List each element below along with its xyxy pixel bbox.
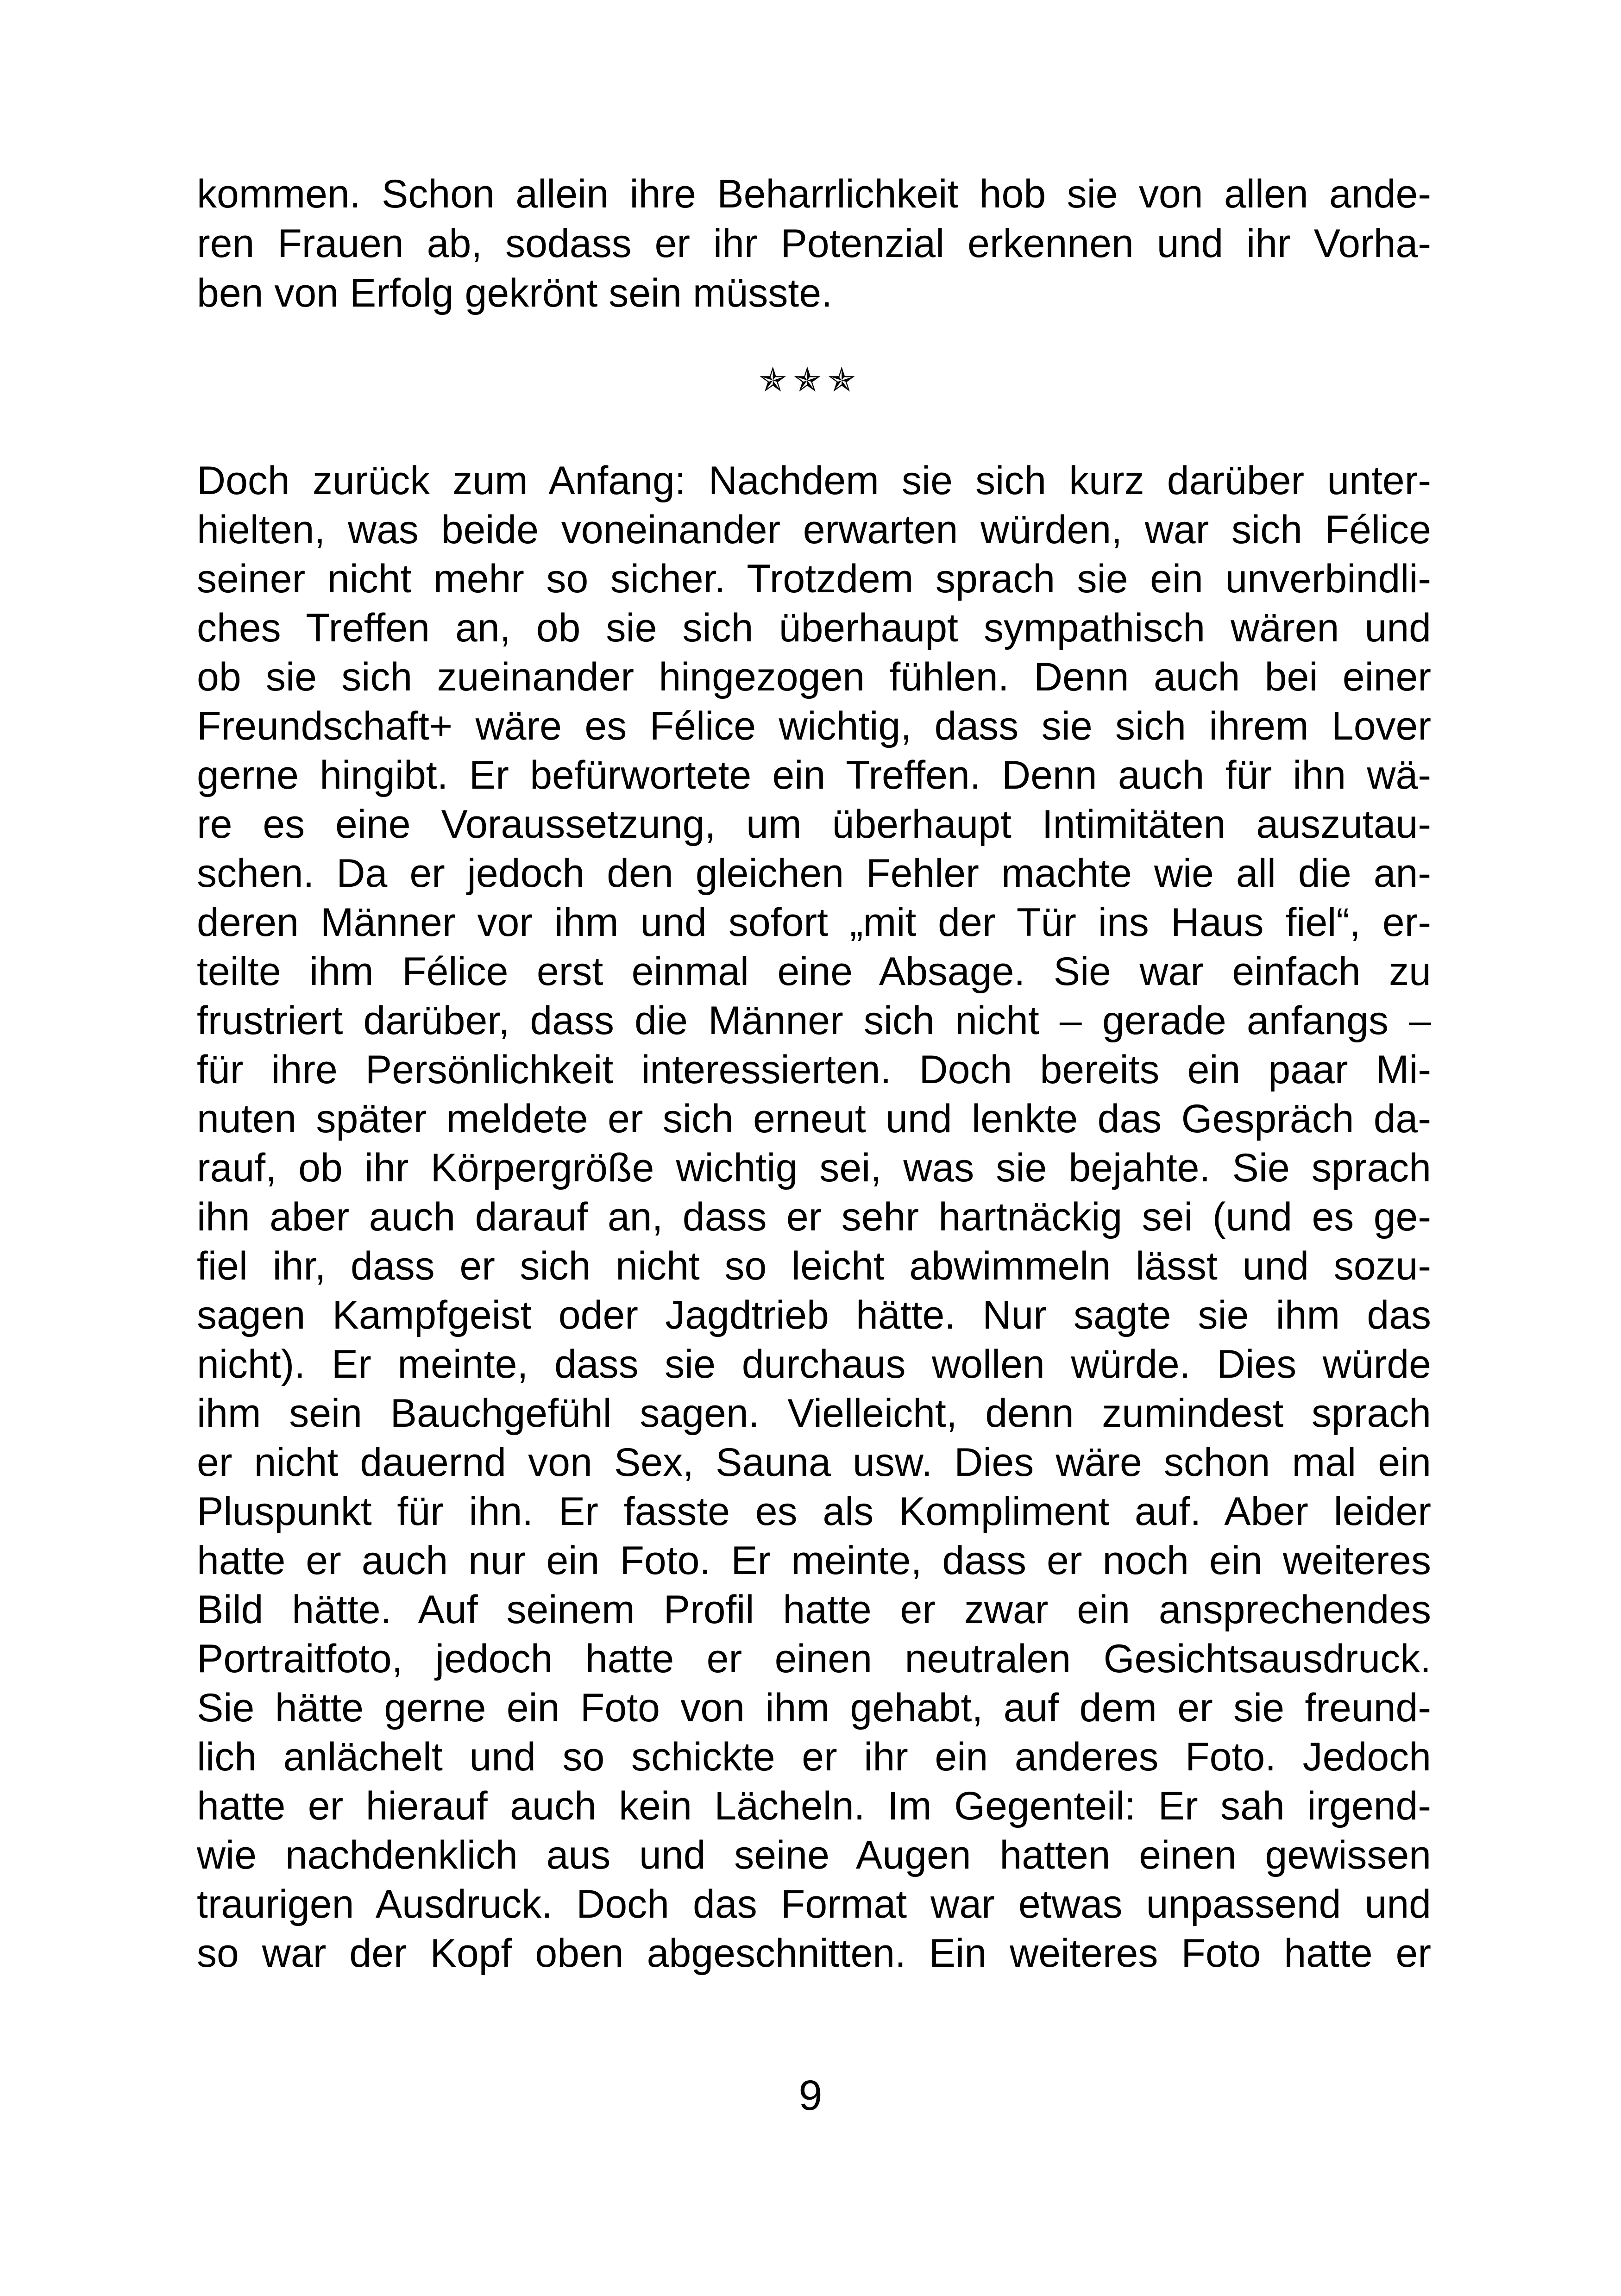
text-line: Sie hätte gerne ein Foto von ihm gehabt, auf dem er sie freund- xyxy=(197,1686,1431,1730)
text-line: hielten, was beide voneinander erwarten würden, war sich Félice xyxy=(197,508,1431,552)
text-line: Doch zurück zum Anfang: Nachdem sie sich kurz darüber unter- xyxy=(197,458,1431,503)
text-line: lich anlächelt und so schickte er ihr ein anderes Foto. Jedoch xyxy=(197,1735,1431,1779)
text-line: Portraitfoto, jedoch hatte er einen neutralen Gesichtsausdruck. xyxy=(197,1637,1431,1681)
text-line: ben von Erfolg gekrönt sein müsste. xyxy=(197,271,832,315)
text-line: nicht). Er meinte, dass sie durchaus wollen würde. Dies würde xyxy=(197,1342,1431,1386)
text-line: nuten später meldete er sich erneut und lenkte das Gespräch da- xyxy=(197,1097,1431,1141)
text-line: re es eine Voraussetzung, um überhaupt Intimitäten auszutau- xyxy=(197,802,1431,847)
text-line: Bild hätte. Auf seinem Profil hatte er zwar ein ansprechendes xyxy=(197,1587,1431,1632)
text-line: sagen Kampfgeist oder Jagdtrieb hätte. Nur sagte sie ihm das xyxy=(197,1293,1431,1337)
text-line: ren Frauen ab, sodass er ihr Potenzial erkennen und ihr Vorha- xyxy=(197,221,1431,266)
text-line: Pluspunkt für ihn. Er fasste es als Kompliment auf. Aber leider xyxy=(197,1489,1431,1534)
text-line: für ihre Persönlichkeit interessierten. Doch bereits ein paar Mi- xyxy=(197,1048,1431,1092)
text-line: ihm sein Bauchgefühl sagen. Vielleicht, denn zumindest sprach xyxy=(197,1391,1431,1436)
text-line: hatte er hierauf auch kein Lächeln. Im Gegenteil: Er sah irgend- xyxy=(197,1784,1431,1828)
text-line: so war der Kopf oben abgeschnitten. Ein weiteres Foto hatte er xyxy=(197,1931,1431,1976)
text-line: teilte ihm Félice erst einmal eine Absage. Sie war einfach zu xyxy=(197,949,1431,994)
text-line: ob sie sich zueinander hingezogen fühlen. Denn auch bei einer xyxy=(197,655,1431,699)
text-line: traurigen Ausdruck. Doch das Format war etwas unpassend und xyxy=(197,1882,1431,1926)
text-line: hatte er auch nur ein Foto. Er meinte, dass er noch ein weiteres xyxy=(197,1538,1431,1583)
text-line: gerne hingibt. Er befürwortete ein Treffen. Denn auch für ihn wä- xyxy=(197,753,1431,797)
text-line: er nicht dauernd von Sex, Sauna usw. Dies wäre schon mal ein xyxy=(197,1440,1431,1485)
page-number: 9 xyxy=(798,2072,823,2119)
text-line: wie nachdenklich aus und seine Augen hatten einen gewissen xyxy=(197,1833,1431,1877)
text-line: fiel ihr, dass er sich nicht so leicht abwimmeln lässt und sozu- xyxy=(197,1244,1431,1288)
text-line: deren Männer vor ihm und sofort „mit der Tür ins Haus fiel“, er- xyxy=(197,900,1431,945)
text-line: schen. Da er jedoch den gleichen Fehler machte wie all die an- xyxy=(197,851,1431,896)
text-line: seiner nicht mehr so sicher. Trotzdem sprach sie ein unverbindli- xyxy=(197,557,1431,601)
text-line: ihn aber auch darauf an, dass er sehr hartnäckig sei (und es ge- xyxy=(197,1195,1431,1239)
text-line: frustriert darüber, dass die Männer sich nicht – gerade anfangs – xyxy=(197,998,1431,1043)
text-line: rauf, ob ihr Körpergröße wichtig sei, was sie bejahte. Sie sprach xyxy=(197,1146,1431,1190)
section-divider-stars: ✯✯✯ xyxy=(759,360,862,399)
text-line: kommen. Schon allein ihre Beharrlichkeit hob sie von allen ande- xyxy=(197,172,1431,216)
text-line: ches Treffen an, ob sie sich überhaupt sympathisch wären und xyxy=(197,606,1431,650)
text-line: Freundschaft+ wäre es Félice wichtig, dass sie sich ihrem Lover xyxy=(197,704,1431,748)
